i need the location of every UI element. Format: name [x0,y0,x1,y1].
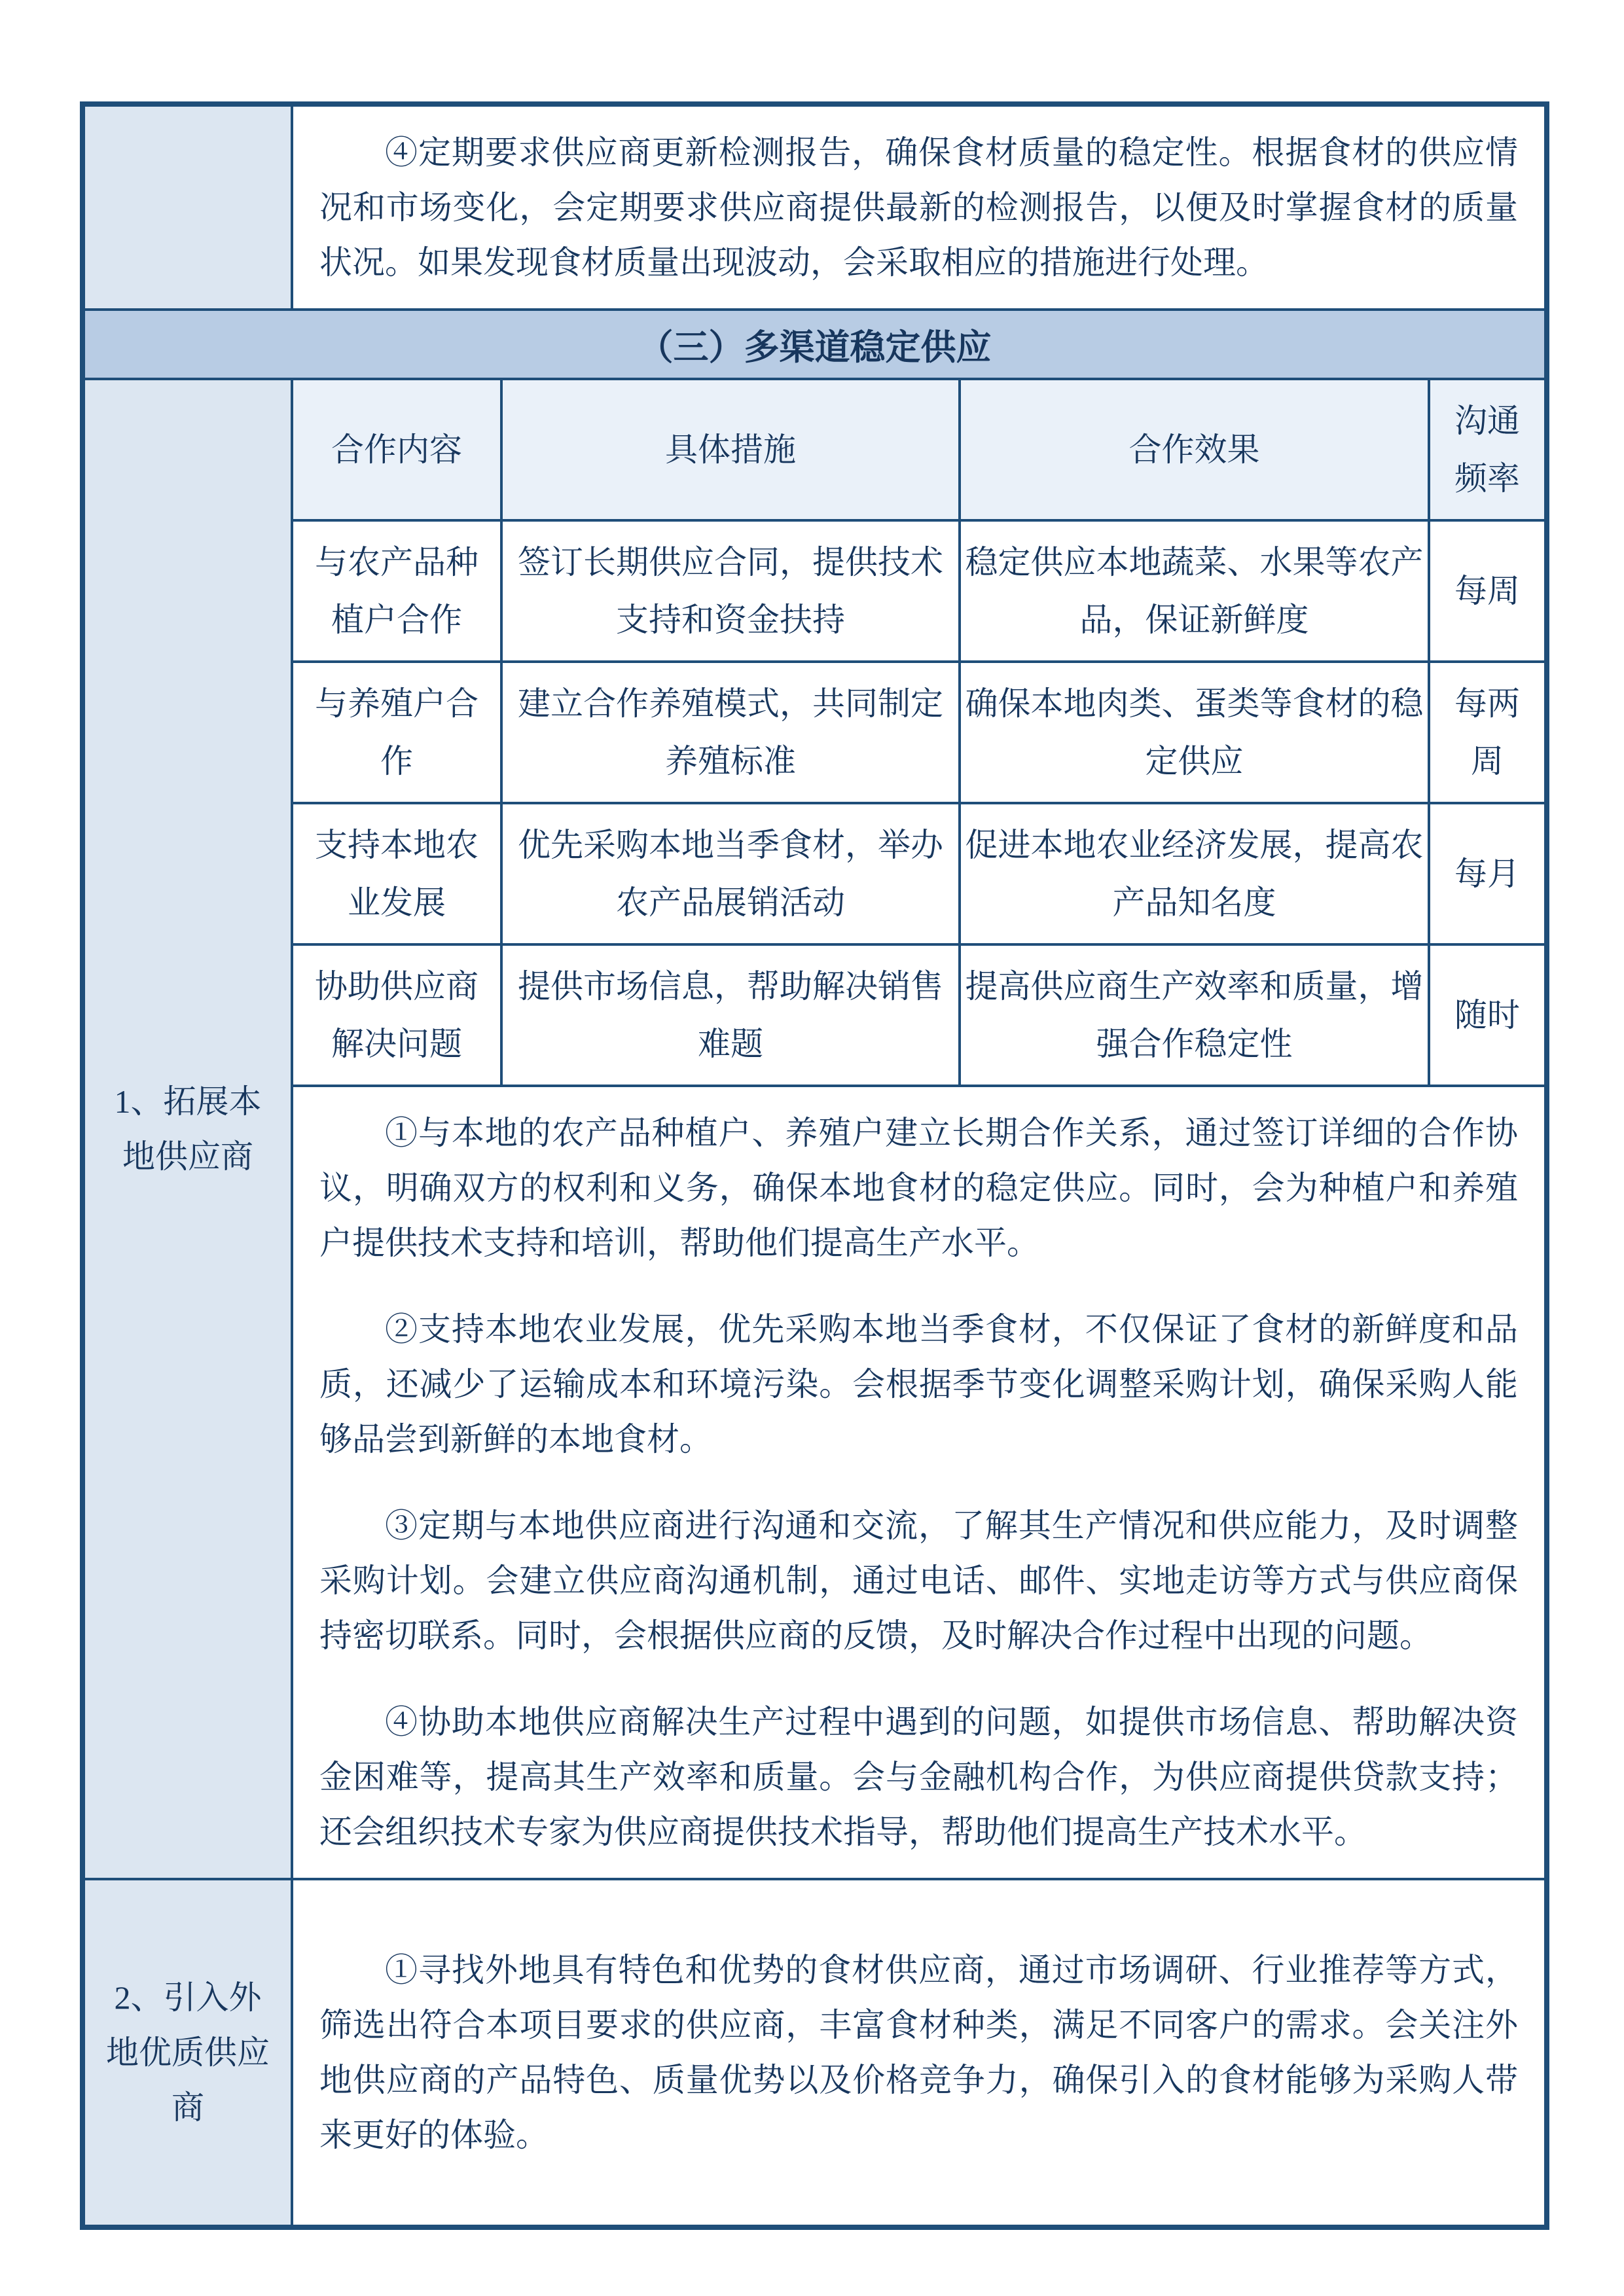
cell-effect: 确保本地肉类、蛋类等食材的稳定供应 [960,662,1429,803]
col-header-measures: 具体措施 [501,379,960,520]
paragraph-1: ①寻找外地具有特色和优势的食材供应商，通过市场调研、行业推荐等方式，筛选出符合本项目要求的供应商，丰富食材种类，满足不同客户的需求。会关注外地供应商的产品特色、质量优势以及价格竞争力，确保引入的食材能够为采购人带来更好的体验。 [319,1952,1518,2153]
cell-frequency: 随时 [1429,944,1547,1086]
cell-measures: 建立合作养殖模式，共同制定养殖标准 [501,662,960,803]
col-header-cooperation-content: 合作内容 [292,379,501,520]
table-row [82,520,1547,662]
cell-measures: 优先采购本地当季食材，举办农产品展销活动 [501,803,960,944]
continuation-cell [292,104,1547,310]
section-title: （三）多渠道稳定供应 [82,310,1547,379]
inner-table-header-row [82,379,1547,520]
section-2-paragraph-cell [292,1879,1547,2227]
continuation-paragraph: ④定期要求供应商更新检测报告，确保食材质量的稳定性。根据食材的供应情况和市场变化，会定期要求供应商提供最新的检测报告，以便及时掌握食材的质量状况。如果发现食材质量出现波动，会采取相应的措施进行处理。 [319,134,1518,281]
paragraph-2: ②支持本地农业发展，优先采购本地当季食材，不仅保证了食材的新鲜度和品质，还减少了运输成本和环境污染。会根据季节变化调整采购计划，确保采购人能够品尝到新鲜的本地食材。 [319,1311,1518,1458]
cell-frequency: 每月 [1429,803,1547,944]
cell-effect: 促进本地农业经济发展，提高农产品知名度 [960,803,1429,944]
table-row [82,662,1547,803]
cell-content: 协助供应商解决问题 [292,944,501,1086]
cell-frequency: 每周 [1429,520,1547,662]
col-header-frequency: 沟通频率 [1429,379,1547,520]
section-header-row [82,310,1547,379]
row-label-empty [82,104,292,310]
row-label-section-1: 1、拓展本地供应商 [82,379,292,1879]
table-row [82,803,1547,944]
col-header-effect: 合作效果 [960,379,1429,520]
cell-effect: 稳定供应本地蔬菜、水果等农产品，保证新鲜度 [960,520,1429,662]
supply-channels-table [80,101,1549,2230]
paragraph-1: ①与本地的农产品种植户、养殖户建立长期合作关系，通过签订详细的合作协议，明确双方的权利和义务，确保本地食材的稳定供应。同时，会为种植户和养殖户提供技术支持和培训，帮助他们提高生产水平。 [319,1115,1518,1261]
cell-content: 支持本地农业发展 [292,803,501,944]
row-label-section-2: 2、引入外地优质供应商 [82,1879,292,2227]
cell-content: 与养殖户合作 [292,662,501,803]
continuation-row [82,104,1547,310]
cell-content: 与农产品种植户合作 [292,520,501,662]
cell-measures: 签订长期供应合同，提供技术支持和资金扶持 [501,520,960,662]
cell-frequency: 每两周 [1429,662,1547,803]
paragraph-4: ④协助本地供应商解决生产过程中遇到的问题，如提供市场信息、帮助解决资金困难等，提高其生产效率和质量。会与金融机构合作，为供应商提供贷款支持；还会组织技术专家为供应商提供技术指导，帮助他们提高生产技术水平。 [319,1704,1518,1850]
section-2-row [82,1879,1547,2227]
section-1-paragraphs-cell [292,1086,1547,1879]
table-row [82,944,1547,1086]
cell-measures: 提供市场信息，帮助解决销售难题 [501,944,960,1086]
cell-effect: 提高供应商生产效率和质量，增强合作稳定性 [960,944,1429,1086]
section-1-paragraphs-row [82,1086,1547,1879]
paragraph-3: ③定期与本地供应商进行沟通和交流，了解其生产情况和供应能力，及时调整采购计划。会建立供应商沟通机制，通过电话、邮件、实地走访等方式与供应商保持密切联系。同时，会根据供应商的反馈，及时解决合作过程中出现的问题。 [319,1507,1518,1654]
